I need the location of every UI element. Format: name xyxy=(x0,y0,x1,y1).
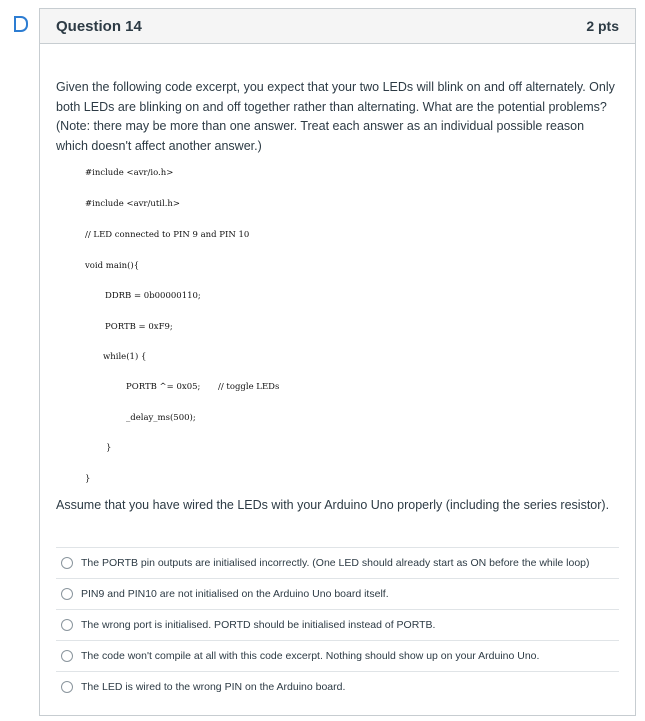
radio-button[interactable] xyxy=(61,650,73,662)
question-title: Question 14 xyxy=(56,17,142,35)
flag-question-icon[interactable] xyxy=(14,16,28,32)
assumption-text: Assume that you have wired the LEDs with your Arduino Uno properly (including the series resistor). xyxy=(56,498,610,512)
code-line: void main(){ xyxy=(85,261,140,271)
answer-label: The code won't compile at all with this code excerpt. Nothing should show up on your Arduino Uno. xyxy=(81,650,540,662)
answer-list xyxy=(56,547,619,702)
question-points: 2 pts xyxy=(586,18,619,34)
radio-button[interactable] xyxy=(61,588,73,600)
code-line: #include <avr/io.h> xyxy=(85,168,174,178)
code-line: #include <avr/util.h> xyxy=(85,199,180,209)
answer-label: The wrong port is initialised. PORTD should be initialised instead of PORTB. xyxy=(81,619,436,631)
code-comment: // toggle LEDs xyxy=(218,382,280,392)
code-line: PORTB = 0xF9; xyxy=(105,322,173,332)
answer-option[interactable] xyxy=(56,640,619,671)
code-line: while(1) { xyxy=(103,352,147,362)
code-line: } xyxy=(106,443,112,453)
answer-option[interactable] xyxy=(56,671,619,702)
radio-button[interactable] xyxy=(61,681,73,693)
radio-button[interactable] xyxy=(61,557,73,569)
code-line: PORTB ^= 0x05; xyxy=(126,382,201,392)
answer-label: The PORTB pin outputs are initialised incorrectly. (One LED should already start as ON before the while loop) xyxy=(81,557,590,569)
answer-label: PIN9 and PIN10 are not initialised on the Arduino Uno board itself. xyxy=(81,588,389,600)
answer-option[interactable] xyxy=(56,578,619,609)
question-card xyxy=(39,8,636,716)
code-line: DDRB = 0b00000110; xyxy=(105,291,201,301)
code-line: _delay_ms(500); xyxy=(126,413,196,423)
code-line: // LED connected to PIN 9 and PIN 10 xyxy=(85,230,250,240)
question-prompt: Given the following code excerpt, you expect that your two LEDs will blink on and off alternately. Only both LEDs are blinking on and off together rather than alternating. What are the potential problems? (Note: there may be more than one answer. Treat each answer as an individual possible reason which doesn't affect another answer.) xyxy=(56,80,615,153)
answer-label: The LED is wired to the wrong PIN on the Arduino board. xyxy=(81,681,346,693)
question-header xyxy=(40,9,635,44)
radio-button[interactable] xyxy=(61,619,73,631)
answer-option[interactable] xyxy=(56,547,619,578)
answer-option[interactable] xyxy=(56,609,619,640)
code-line: } xyxy=(85,474,91,484)
question-body xyxy=(40,78,635,156)
